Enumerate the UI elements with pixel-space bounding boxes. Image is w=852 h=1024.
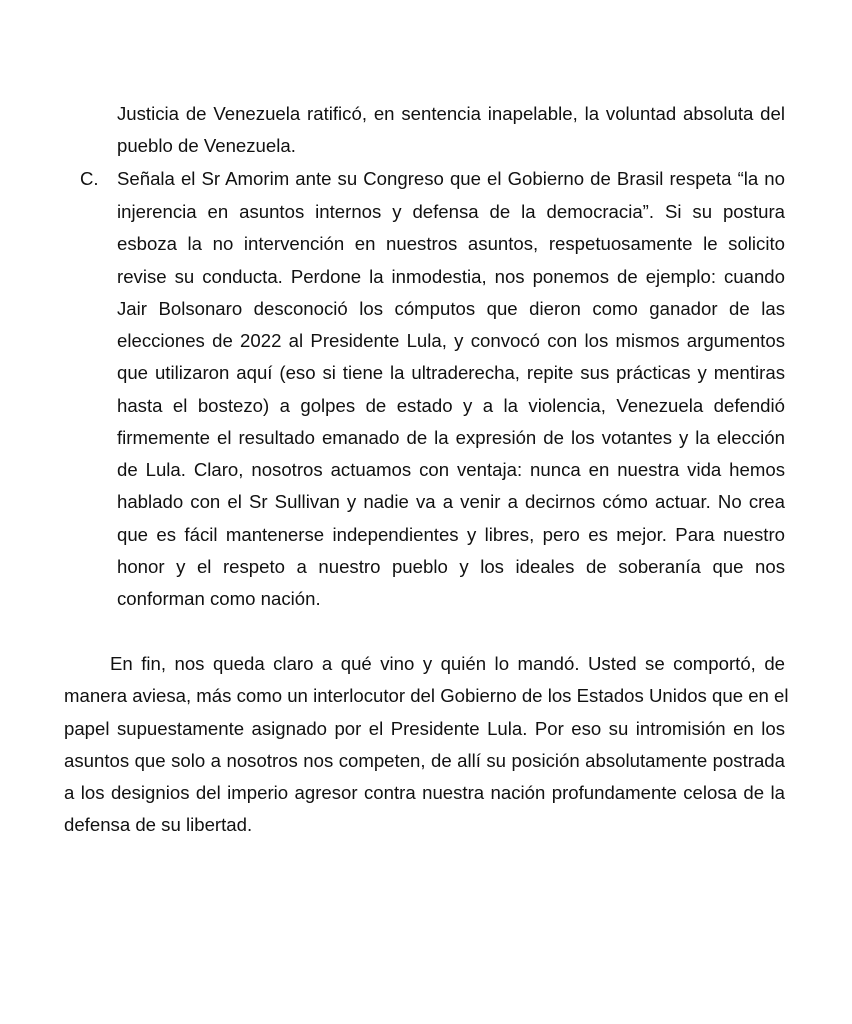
item-c-line-5: Jair Bolsonaro desconoció los cómputos que dieron como ganador de las <box>117 298 785 319</box>
item-c-marker: C. <box>80 168 99 189</box>
closing-line-3: papel supuestamente asignado por el Presidente Lula. Por eso su intromisión en los <box>64 718 785 739</box>
continuation-line-1: Justicia de Venezuela ratificó, en sentencia inapelable, la voluntad absoluta del <box>117 103 785 124</box>
continuation-line-2: pueblo de Venezuela. <box>117 135 296 156</box>
closing-line-4: asuntos que solo a nosotros nos competen, de allí su posición absolutamente postrada <box>64 750 785 771</box>
item-c-line-9: firmemente el resultado emanado de la expresión de los votantes y la elección <box>117 427 785 448</box>
item-c-line-7: que utilizaron aquí (eso si tiene la ultraderecha, repite sus prácticas y mentiras <box>117 362 785 383</box>
item-c-line-1: Señala el Sr Amorim ante su Congreso que el Gobierno de Brasil respeta “la no <box>117 168 785 189</box>
item-c-line-8: hasta el bostezo) a golpes de estado y a la violencia, Venezuela defendió <box>117 395 785 416</box>
item-c-line-3: esboza la no intervención en nuestros asuntos, respetuosamente le solicito <box>117 233 785 254</box>
item-c-line-13: honor y el respeto a nuestro pueblo y los ideales de soberanía que nos <box>117 556 785 577</box>
item-c-line-10: de Lula. Claro, nosotros actuamos con ventaja: nunca en nuestra vida hemos <box>117 459 785 480</box>
closing-line-1: En fin, nos queda claro a qué vino y quién lo mandó. Usted se comportó, de <box>110 653 785 674</box>
item-c-line-6: elecciones de 2022 al Presidente Lula, y convocó con los mismos argumentos <box>117 330 785 351</box>
closing-line-5: a los designios del imperio agresor contra nuestra nación profundamente celosa de la <box>64 782 785 803</box>
item-c-line-14: conforman como nación. <box>117 588 321 609</box>
item-c-line-2: injerencia en asuntos internos y defensa de la democracia”. Si su postura <box>117 201 785 222</box>
item-c-line-12: que es fácil mantenerse independientes y libres, pero es mejor. Para nuestro <box>117 524 785 545</box>
closing-line-2: manera aviesa, más como un interlocutor del Gobierno de los Estados Unidos que en el <box>64 685 789 706</box>
closing-line-6: defensa de su libertad. <box>64 814 253 835</box>
item-c-line-4: revise su conducta. Perdone la inmodestia, nos ponemos de ejemplo: cuando <box>117 266 785 287</box>
item-c-line-11: hablado con el Sr Sullivan y nadie va a venir a decirnos cómo actuar. No crea <box>117 491 785 512</box>
